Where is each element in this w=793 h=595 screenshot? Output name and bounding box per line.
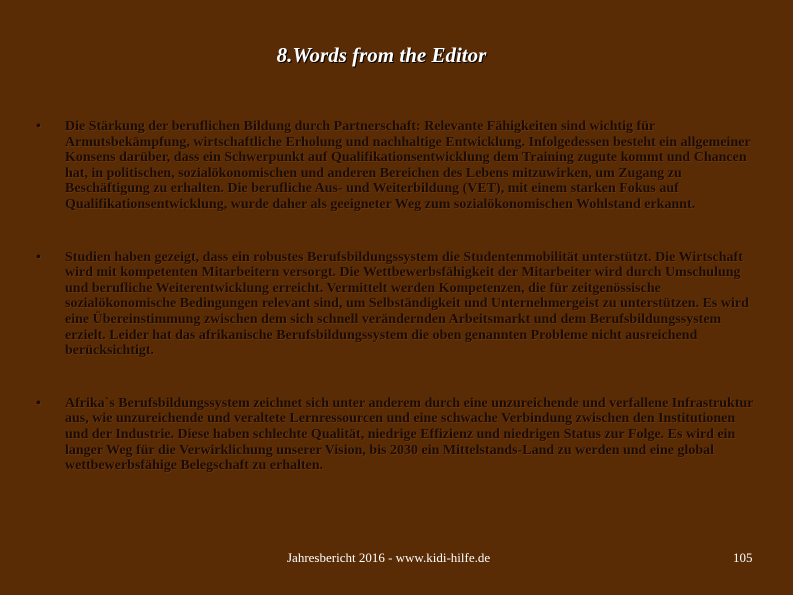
page-number: 105 xyxy=(733,550,753,565)
bullet-text: Die Stärkung der beruflichen Bildung durch Partnerschaft: Relevante Fähigkeiten sind wichtig für Armutsbekämpfung, wirtschaftliche Erholung und nachhaltige Entwicklung. Infolgedessen besteht ein allgemeiner Konsens darüber, dass ein Schwerpunkt auf Qualifikationsentwicklung dem Training zugute kommt und Chancen hat, in politischen, sozialökonomischen und anderen Bereichen des Lebens mitzuwirken, um Zugang zu Beschäftigung zu erhalten. Die berufliche Aus- und Weiterbildung (VET), mit einem starken Fokus auf Qualifikationsentwicklung, wurde daher als geeigneter Weg zum sozialökonomischen Wohlstand erkannt. xyxy=(65,119,751,212)
bullet-marker-icon: • xyxy=(36,119,41,134)
footer-text: Jahresbericht 2016 - www.kidi-hilfe.de xyxy=(287,550,491,565)
slide-title: 8.Words from the Editor xyxy=(276,43,487,67)
bullet-item xyxy=(36,396,760,474)
bullet-marker-icon: • xyxy=(36,249,41,265)
bullet-item xyxy=(36,119,760,213)
bullet-marker-icon: • xyxy=(36,395,41,411)
bullet-item xyxy=(36,250,760,359)
bullet-text: Studien haben gezeigt, dass ein robustes Berufsbildungssystem die Studentenmobilität unterstützt. Die Wirtschaft wird mit kompetenten Mitarbeitern versorgt. Die Wettbewerbsfähigkeit der Mitarbeiter wird durch Umschulung und berufliche Weiterentwicklung erreicht. Vermittelt werden Kompetenzen, die für zeitgenössische sozialökonomische Bedingungen relevant sind, um Selbständigkeit und Unternehmergeist zu unterstützen. Es wird eine Übereinstimmung zwischen dem sich schnell verändernden Arbeitsmarkt und dem Berufsbildungssystem erzielt. Leider hat das afrikanische Berufsbildungssystem die oben genannten Probleme nicht ausreichend berücksichtigt. xyxy=(65,249,749,359)
bullet-list xyxy=(36,119,760,511)
bullet-text: Afrika`s Berufsbildungssystem zeichnet sich unter anderem durch eine unzureichende und verfallene Infrastruktur aus, wie unzureichende und veraltete Lernressourcen und eine schwache Verbindung zwischen den Institutionen und der Industrie. Diese haben schlechte Qualität, niedrige Effizienz und niedrigen Status zur Folge. Es wird ein langer Weg für die Verwirklichung unserer Vision, bis 2030 ein Mittelstands-Land zu werden und eine global wettbewerbsfähige Belegschaft zu erhalten. xyxy=(65,395,754,474)
